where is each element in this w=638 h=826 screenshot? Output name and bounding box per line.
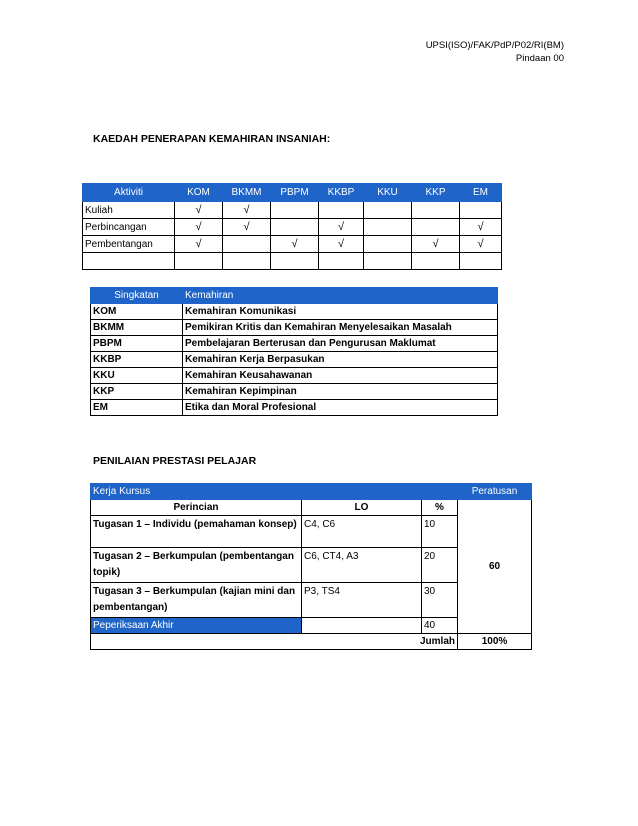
section-title-soft-skills: KAEDAH PENERAPAN KEMAHIRAN INSANIAH: [93, 133, 331, 145]
skill-cell: Kemahiran Keusahawanan [183, 368, 498, 384]
lo-header: LO [302, 500, 422, 516]
table-row [91, 320, 498, 336]
header-cell: Kemahiran [183, 288, 498, 304]
check-cell [460, 253, 502, 270]
table-row-empty [83, 253, 502, 270]
table-row [83, 219, 502, 236]
check-cell [319, 253, 364, 270]
check-cell: √ [271, 236, 319, 253]
check-cell: √ [175, 236, 223, 253]
perincian-cell: Tugasan 2 – Berkumpulan (pembentangan topik) [91, 548, 302, 583]
column-header-row [91, 500, 532, 516]
perincian-cell: Tugasan 1 – Individu (pemahaman konsep) [91, 516, 302, 548]
check-cell [412, 253, 460, 270]
skill-cell: Kemahiran Kerja Berpasukan [183, 352, 498, 368]
check-cell: √ [460, 236, 502, 253]
check-cell [271, 253, 319, 270]
check-cell [412, 219, 460, 236]
header-cell: BKMM [223, 184, 271, 202]
assessment-table [90, 483, 532, 650]
pct-cell: 30 [422, 583, 458, 618]
check-cell: √ [223, 219, 271, 236]
coursework-total: 60 [458, 500, 532, 634]
skill-cell: Pemikiran Kritis dan Kemahiran Menyelesaikan Masalah [183, 320, 498, 336]
check-cell [412, 202, 460, 219]
check-cell [223, 253, 271, 270]
table-row [91, 384, 498, 400]
table-row [91, 336, 498, 352]
header-cell: KKP [412, 184, 460, 202]
abbr-cell: KKP [91, 384, 183, 400]
abbr-cell: KKBP [91, 352, 183, 368]
skills-matrix-table [82, 183, 502, 270]
table-row [91, 400, 498, 416]
activity-cell: Kuliah [83, 202, 175, 219]
abbr-cell: PBPM [91, 336, 183, 352]
abbr-cell: BKMM [91, 320, 183, 336]
final-exam-lo [302, 618, 422, 634]
skill-cell: Kemahiran Komunikasi [183, 304, 498, 320]
table-row [91, 304, 498, 320]
document-header [426, 39, 564, 65]
skill-cell: Etika dan Moral Profesional [183, 400, 498, 416]
total-value: 100% [458, 634, 532, 650]
document-revision: Pindaan 00 [515, 53, 564, 64]
check-cell: √ [319, 236, 364, 253]
pct-cell: 10 [422, 516, 458, 548]
check-cell [271, 202, 319, 219]
header-cell: KOM [175, 184, 223, 202]
coursework-heading: Kerja Kursus [91, 484, 458, 500]
header-cell: Aktiviti [83, 184, 175, 202]
final-exam-pct: 40 [422, 618, 458, 634]
check-cell: √ [319, 219, 364, 236]
abbreviations-table [90, 287, 498, 416]
lo-cell: C6, CT4, A3 [302, 548, 422, 583]
document-code: UPSI(ISO)/FAK/PdP/P02/RI(BM) [425, 40, 564, 51]
total-label: Jumlah [91, 634, 458, 650]
percentage-heading: Peratusan [458, 484, 532, 500]
table-row [83, 202, 502, 219]
table-row [91, 352, 498, 368]
header-cell: KKU [364, 184, 412, 202]
check-cell [364, 236, 412, 253]
skill-cell: Kemahiran Kepimpinan [183, 384, 498, 400]
skill-cell: Pembelajaran Berterusan dan Pengurusan Maklumat [183, 336, 498, 352]
check-cell: √ [223, 202, 271, 219]
assessment-header-row [91, 484, 532, 500]
table-row [91, 368, 498, 384]
header-cell: KKBP [319, 184, 364, 202]
skills-matrix-header-row [83, 184, 502, 202]
perincian-header: Perincian [91, 500, 302, 516]
section-title-assessment: PENILAIAN PRESTASI PELAJAR [93, 455, 257, 467]
abbr-cell: KOM [91, 304, 183, 320]
pct-header: % [422, 500, 458, 516]
abbr-cell: KKU [91, 368, 183, 384]
check-cell [223, 236, 271, 253]
table-row [83, 236, 502, 253]
check-cell: √ [175, 202, 223, 219]
check-cell [319, 202, 364, 219]
header-cell: EM [460, 184, 502, 202]
pct-cell: 20 [422, 548, 458, 583]
check-cell: √ [412, 236, 460, 253]
total-row [91, 634, 532, 650]
perincian-cell: Tugasan 3 – Berkumpulan (kajian mini dan pembentangan) [91, 583, 302, 618]
activity-cell: Perbincangan [83, 219, 175, 236]
check-cell [364, 202, 412, 219]
lo-cell: P3, TS4 [302, 583, 422, 618]
check-cell [364, 219, 412, 236]
abbr-cell: EM [91, 400, 183, 416]
header-cell: Singkatan [91, 288, 183, 304]
check-cell [175, 253, 223, 270]
check-cell [460, 202, 502, 219]
activity-cell: Pembentangan [83, 236, 175, 253]
check-cell [271, 219, 319, 236]
activity-cell [83, 253, 175, 270]
final-exam-label: Peperiksaan Akhir [91, 618, 302, 634]
header-cell: PBPM [271, 184, 319, 202]
abbreviations-header-row [91, 288, 498, 304]
check-cell: √ [175, 219, 223, 236]
check-cell: √ [460, 219, 502, 236]
check-cell [364, 253, 412, 270]
lo-cell: C4, C6 [302, 516, 422, 548]
